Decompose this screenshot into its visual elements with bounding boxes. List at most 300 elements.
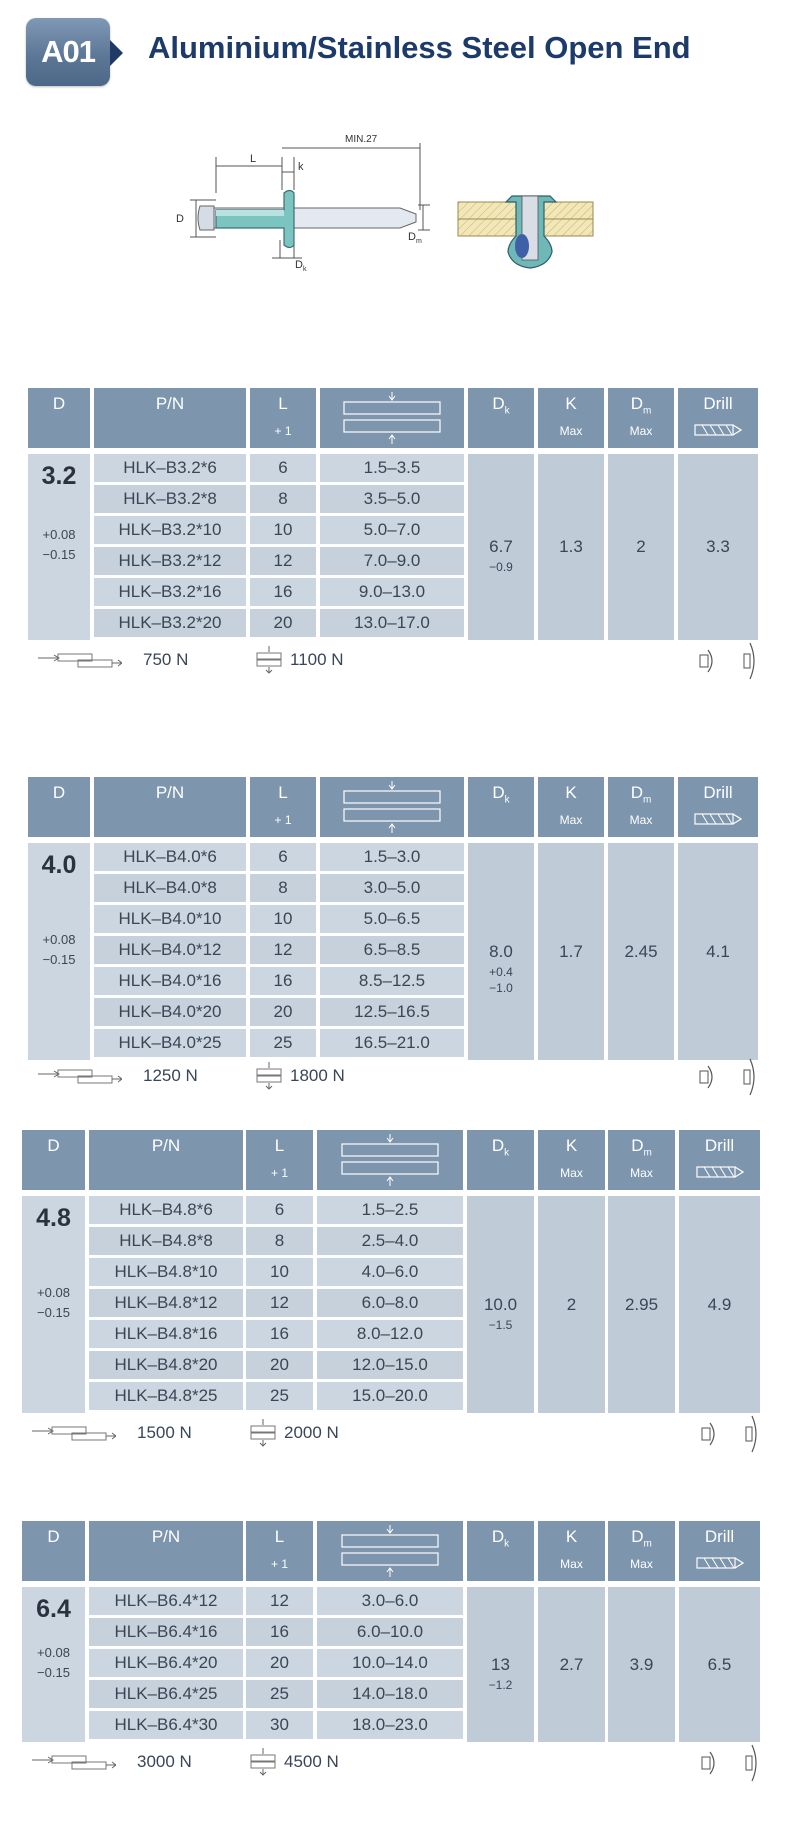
grip-range-icon xyxy=(320,777,464,837)
grip-range: 8.0–12.0 xyxy=(356,1324,424,1343)
grip-range-cell xyxy=(317,1680,463,1708)
length-value: 25 xyxy=(273,1033,293,1052)
grip-range-cell xyxy=(317,1649,463,1677)
label-D: D xyxy=(176,213,184,225)
tensile-strength-icon xyxy=(247,1748,279,1781)
header-dm-sub: Max xyxy=(630,1166,653,1180)
diameter-cell xyxy=(22,1196,85,1413)
length-cell xyxy=(246,1289,313,1317)
header-k-sub: Max xyxy=(559,424,583,438)
drill-size-value: 3.3 xyxy=(706,537,730,556)
label-L: L xyxy=(250,153,257,165)
header-dk-text: D xyxy=(492,783,505,802)
grip-range: 1.5–3.0 xyxy=(363,847,421,866)
part-number: HLK–B6.4*20 xyxy=(114,1653,218,1672)
length-value: 10 xyxy=(273,520,293,539)
header-l-sub: + 1 xyxy=(270,1166,288,1180)
header-dk-subscript: k xyxy=(504,794,510,806)
diameter-tol-plus: +0.08 xyxy=(37,1285,70,1300)
diameter-value: 4.0 xyxy=(41,851,77,879)
header-dm-text: D xyxy=(631,1136,644,1155)
header-k-sub: Max xyxy=(560,1557,583,1571)
grip-range: 6.0–8.0 xyxy=(361,1293,419,1312)
grip-range: 14.0–18.0 xyxy=(352,1684,428,1703)
length-value: 20 xyxy=(270,1653,289,1672)
mandrel-diameter-cell xyxy=(608,454,674,640)
drill-size-cell xyxy=(679,1587,760,1742)
grip-range: 1.5–3.5 xyxy=(363,458,421,477)
diameter-tol-minus: −0.15 xyxy=(37,1305,70,1320)
header-k xyxy=(538,1130,605,1190)
header-dm-sub: Max xyxy=(629,813,653,827)
length-value: 20 xyxy=(270,1355,289,1374)
grip-range-cell xyxy=(320,1029,464,1057)
length-cell xyxy=(250,485,316,513)
grip-range-cell xyxy=(317,1196,463,1224)
header-drill xyxy=(678,388,758,448)
rivet-flange-icon xyxy=(744,1415,760,1458)
grip-range: 8.5–12.5 xyxy=(358,971,426,990)
part-number-cell xyxy=(89,1649,243,1677)
part-number-cell xyxy=(89,1680,243,1708)
header-l-label xyxy=(250,394,316,414)
header-grip xyxy=(317,1130,463,1190)
header-k-label xyxy=(538,783,604,803)
header-drill-text: Drill xyxy=(703,783,733,802)
tensile-strength-value: 1100 N xyxy=(290,650,344,669)
grip-range-icon xyxy=(317,1521,463,1581)
length-cell xyxy=(246,1587,313,1615)
length-cell xyxy=(250,454,316,482)
length-value: 12 xyxy=(270,1591,289,1610)
length-value: 30 xyxy=(270,1715,289,1734)
part-number: HLK–B4.0*25 xyxy=(118,1033,222,1052)
length-value: 12 xyxy=(273,940,293,959)
header-dm-text: D xyxy=(630,783,643,802)
mandrel-diameter-cell xyxy=(608,1587,675,1742)
grip-range-cell xyxy=(320,874,464,902)
shear-strength-value: 1250 N xyxy=(143,1066,198,1085)
length-cell xyxy=(246,1227,313,1255)
rivet-head-icon xyxy=(698,648,718,679)
rivet-flange-icon xyxy=(742,642,758,685)
head-diameter-value: 13 xyxy=(491,1655,510,1674)
diameter-cell xyxy=(28,843,90,1060)
header-dk xyxy=(467,1521,534,1581)
header-dm-subscript: m xyxy=(643,1147,652,1159)
drill-icon xyxy=(678,424,758,439)
grip-range-cell xyxy=(317,1351,463,1379)
grip-range: 9.0–13.0 xyxy=(358,582,426,601)
diameter-value: 4.8 xyxy=(36,1204,71,1232)
shear-strength-value: 1500 N xyxy=(137,1423,192,1442)
diameter-tol-minus: −0.15 xyxy=(37,1665,70,1680)
mandrel-diameter-value: 2.95 xyxy=(624,1295,659,1314)
grip-range: 6.0–10.0 xyxy=(356,1622,424,1641)
part-number: HLK–B4.0*8 xyxy=(123,878,217,897)
length-value: 25 xyxy=(270,1386,289,1405)
grip-range: 5.0–6.5 xyxy=(363,909,421,928)
drill-icon xyxy=(678,813,758,828)
length-value: 20 xyxy=(273,1002,293,1021)
rivet-head-icon xyxy=(700,1750,720,1781)
header-l-sub: + 1 xyxy=(274,813,292,827)
header-pn-text: P/N xyxy=(151,1136,181,1155)
header-pn-text: P/N xyxy=(151,1527,181,1546)
length-value: 8 xyxy=(278,878,288,897)
header-l xyxy=(250,777,316,837)
length-value: 25 xyxy=(270,1684,289,1703)
header-d xyxy=(28,777,90,837)
length-value: 6 xyxy=(274,1200,285,1219)
shear-strength-value: 3000 N xyxy=(137,1752,192,1771)
grip-range: 5.0–7.0 xyxy=(363,520,421,539)
mandrel-diameter-value: 3.9 xyxy=(629,1655,654,1674)
series-code: A01 xyxy=(41,34,95,69)
label-k: k xyxy=(298,161,304,173)
grip-range: 13.0–17.0 xyxy=(354,613,430,632)
part-number: HLK–B4.8*12 xyxy=(114,1293,218,1312)
rivet-flange-icon xyxy=(742,1058,758,1101)
shear-strength-value: 750 N xyxy=(143,650,189,669)
header-k xyxy=(538,777,604,837)
header-l-text: L xyxy=(274,1136,285,1155)
length-value: 8 xyxy=(274,1231,285,1250)
head-diameter-cell xyxy=(467,1196,534,1413)
header-dk xyxy=(468,388,534,448)
tensile-strength-value: 2000 N xyxy=(284,1423,339,1442)
header-pn-label xyxy=(94,394,246,414)
length-value: 16 xyxy=(273,582,293,601)
header-k-label xyxy=(538,1527,605,1547)
part-number: HLK–B3.2*12 xyxy=(118,551,222,570)
tensile-strength-icon xyxy=(247,1419,279,1452)
diameter-cell xyxy=(22,1587,85,1742)
header-d-label xyxy=(22,1136,85,1156)
grip-range-icon xyxy=(320,388,464,448)
part-number: HLK–B3.2*10 xyxy=(118,520,222,539)
header-l-text: L xyxy=(278,783,288,802)
part-number: HLK–B6.4*16 xyxy=(114,1622,218,1641)
header-dm xyxy=(608,1521,675,1581)
header-dm xyxy=(608,388,674,448)
part-number-cell xyxy=(94,905,246,933)
part-number: HLK–B3.2*20 xyxy=(118,613,222,632)
part-number: HLK–B4.8*10 xyxy=(114,1262,218,1281)
tensile-strength-value: 4500 N xyxy=(284,1752,339,1771)
header-l-sub: + 1 xyxy=(274,424,292,438)
header-d-text: D xyxy=(52,783,66,802)
header-dk-label xyxy=(468,783,534,805)
part-number-cell xyxy=(94,874,246,902)
header-dk xyxy=(468,777,534,837)
header-dm-subscript: m xyxy=(643,1538,652,1550)
head-height-value: 1.3 xyxy=(559,537,583,556)
grip-range: 10.0–14.0 xyxy=(352,1653,428,1672)
header-dm-label xyxy=(608,1136,675,1158)
header-l-sub: + 1 xyxy=(270,1557,288,1571)
grip-range: 6.5–8.5 xyxy=(363,940,421,959)
header-d-label xyxy=(22,1527,85,1547)
header-dm-label xyxy=(608,394,674,416)
header-k-text: K xyxy=(565,1527,578,1546)
head-diameter-value: 10.0 xyxy=(483,1295,518,1314)
mandrel-diameter-value: 2 xyxy=(636,537,646,556)
head-diameter-cell xyxy=(468,843,534,1060)
drill-size-value: 4.1 xyxy=(706,942,730,961)
header-drill-text: Drill xyxy=(704,1136,735,1155)
part-number: HLK–B3.2*16 xyxy=(118,582,222,601)
grip-range-cell xyxy=(320,905,464,933)
grip-range-cell xyxy=(320,485,464,513)
label-Dm: D xyxy=(408,231,416,243)
part-number-cell xyxy=(89,1587,243,1615)
header-drill-text: Drill xyxy=(704,1527,735,1546)
diameter-tol-plus: +0.08 xyxy=(42,932,76,947)
head-diameter-cell xyxy=(468,454,534,640)
length-value: 16 xyxy=(270,1622,289,1641)
diameter-tol-minus: −0.15 xyxy=(42,952,76,967)
part-number: HLK–B4.0*16 xyxy=(118,971,222,990)
grip-range: 12.5–16.5 xyxy=(354,1002,430,1021)
length-value: 12 xyxy=(270,1293,289,1312)
length-cell xyxy=(250,547,316,575)
part-number-cell xyxy=(94,998,246,1026)
diameter-cell xyxy=(28,454,90,640)
header-pn xyxy=(94,777,246,837)
part-number-cell xyxy=(89,1711,243,1739)
grip-range-cell xyxy=(320,998,464,1026)
header-d-text: D xyxy=(52,394,66,413)
head-height-cell xyxy=(538,843,604,1060)
header-dm-subscript: m xyxy=(642,405,652,417)
shear-strength-icon xyxy=(38,1068,122,1089)
part-number-cell xyxy=(89,1618,243,1646)
length-cell xyxy=(246,1382,313,1410)
mandrel-diameter-cell xyxy=(608,1196,675,1413)
grip-range-cell xyxy=(320,547,464,575)
part-number: HLK–B4.8*6 xyxy=(119,1200,213,1219)
header-d xyxy=(28,388,90,448)
header-pn-text: P/N xyxy=(155,394,185,413)
part-number: HLK–B4.0*10 xyxy=(118,909,222,928)
header-k-text: K xyxy=(565,394,577,413)
grip-range-cell xyxy=(317,1587,463,1615)
grip-range-cell xyxy=(317,1618,463,1646)
header-d xyxy=(22,1130,85,1190)
length-value: 10 xyxy=(270,1262,289,1281)
label-Dk: D xyxy=(295,259,303,271)
rivet-head-icon xyxy=(700,1421,720,1452)
diameter-tol-plus: +0.08 xyxy=(42,527,76,542)
mandrel-diameter-cell xyxy=(608,843,674,1060)
grip-range: 3.0–6.0 xyxy=(361,1591,419,1610)
grip-range-cell xyxy=(320,516,464,544)
header-k-label xyxy=(538,1136,605,1156)
part-number: HLK–B4.0*12 xyxy=(118,940,222,959)
header-grip xyxy=(317,1521,463,1581)
part-number: HLK–B6.4*25 xyxy=(114,1684,218,1703)
part-number: HLK–B4.0*20 xyxy=(118,1002,222,1021)
length-cell xyxy=(250,874,316,902)
part-number-cell xyxy=(89,1258,243,1286)
grip-range-cell xyxy=(317,1258,463,1286)
grip-range-cell xyxy=(317,1227,463,1255)
part-number-cell xyxy=(89,1351,243,1379)
label-Dm-sub: m xyxy=(416,238,422,245)
drill-icon xyxy=(679,1557,760,1572)
part-number-cell xyxy=(94,454,246,482)
rivet-flange-icon xyxy=(744,1744,760,1787)
header-dm-text: D xyxy=(631,1527,644,1546)
header-pn xyxy=(89,1130,243,1190)
part-number-cell xyxy=(89,1289,243,1317)
length-value: 8 xyxy=(278,489,288,508)
head-height-cell xyxy=(538,454,604,640)
label-min: MIN.27 xyxy=(345,134,378,145)
header-pn-label xyxy=(89,1136,243,1156)
header-k xyxy=(538,1521,605,1581)
header-drill-label xyxy=(678,394,758,414)
header-pn-label xyxy=(89,1527,243,1547)
part-number: HLK–B4.0*6 xyxy=(123,847,217,866)
length-value: 6 xyxy=(278,458,288,477)
length-cell xyxy=(246,1649,313,1677)
head-diameter-value: 6.7 xyxy=(489,537,513,556)
header-dm xyxy=(608,1130,675,1190)
length-value: 6 xyxy=(278,847,288,866)
header-dk-text: D xyxy=(491,1527,505,1546)
header-dm-label xyxy=(608,1527,675,1549)
header-dm-subscript: m xyxy=(642,794,652,806)
header-grip xyxy=(320,388,464,448)
part-number-cell xyxy=(94,547,246,575)
length-cell xyxy=(246,1320,313,1348)
head-height-cell xyxy=(538,1196,605,1413)
header-d xyxy=(22,1521,85,1581)
label-Dk-sub: k xyxy=(303,266,307,273)
grip-range: 1.5–2.5 xyxy=(361,1200,419,1219)
tensile-strength-value: 1800 N xyxy=(290,1066,345,1085)
length-cell xyxy=(246,1711,313,1739)
part-number-cell xyxy=(94,485,246,513)
header-dk-subscript: k xyxy=(504,1538,510,1550)
grip-range: 12.0–15.0 xyxy=(352,1355,428,1374)
length-cell xyxy=(250,609,316,637)
grip-range-cell xyxy=(317,1382,463,1410)
header-l-label xyxy=(250,783,316,803)
shear-strength-icon xyxy=(38,652,122,673)
head-diameter-cell xyxy=(467,1587,534,1742)
part-number-cell xyxy=(94,609,246,637)
drill-size-cell xyxy=(678,843,758,1060)
header-pn xyxy=(89,1521,243,1581)
diameter-tol-minus: −0.15 xyxy=(42,547,76,562)
grip-range: 3.5–5.0 xyxy=(363,489,421,508)
part-number-cell xyxy=(89,1196,243,1224)
part-number-cell xyxy=(89,1382,243,1410)
grip-range-icon xyxy=(317,1130,463,1190)
header-k-sub: Max xyxy=(559,813,583,827)
length-cell xyxy=(250,998,316,1026)
header-k xyxy=(538,388,604,448)
grip-range: 18.0–23.0 xyxy=(352,1715,428,1734)
length-value: 20 xyxy=(273,613,293,632)
head-diameter-tol-minus: −0.9 xyxy=(489,560,513,574)
drill-size-value: 6.5 xyxy=(707,1655,732,1674)
diameter-value: 6.4 xyxy=(36,1595,71,1623)
header-l-label xyxy=(246,1136,313,1156)
header-k-text: K xyxy=(565,1136,578,1155)
header-dk-text: D xyxy=(492,394,505,413)
drill-size-cell xyxy=(678,454,758,640)
head-diameter-tol-minus: −1.5 xyxy=(488,1318,513,1332)
part-number: HLK–B4.8*16 xyxy=(114,1324,218,1343)
shear-strength-icon xyxy=(32,1425,116,1446)
part-number: HLK–B4.8*8 xyxy=(119,1231,213,1250)
header-pn-label xyxy=(94,783,246,803)
length-cell xyxy=(250,578,316,606)
shear-strength-icon xyxy=(32,1754,116,1775)
diameter-tol-plus: +0.08 xyxy=(37,1645,70,1660)
tensile-strength-icon xyxy=(253,1062,285,1095)
head-height-cell xyxy=(538,1587,605,1742)
header-d-label xyxy=(28,783,90,803)
header-l-text: L xyxy=(274,1527,285,1546)
header-d-label xyxy=(28,394,90,414)
header-drill xyxy=(679,1521,760,1581)
header-dk-subscript: k xyxy=(504,1147,510,1159)
head-height-value: 2 xyxy=(566,1295,577,1314)
header-k-text: K xyxy=(565,783,577,802)
grip-range-cell xyxy=(320,454,464,482)
head-diameter-tol-minus: −1.2 xyxy=(488,1678,513,1692)
grip-range-cell xyxy=(320,609,464,637)
grip-range-cell xyxy=(317,1711,463,1739)
mandrel-diameter-value: 2.45 xyxy=(624,942,658,961)
header-k-sub: Max xyxy=(560,1166,583,1180)
part-number: HLK–B4.8*20 xyxy=(114,1355,218,1374)
header-d-text: D xyxy=(47,1527,60,1546)
length-cell xyxy=(250,936,316,964)
page-title: Aluminium/Stainless Steel Open End xyxy=(148,30,691,65)
header-dk-label xyxy=(467,1527,534,1549)
length-cell xyxy=(250,843,316,871)
header-dm-label xyxy=(608,783,674,805)
header-dk-label xyxy=(467,1136,534,1158)
head-diameter-tol-minus: −1.0 xyxy=(489,981,513,995)
part-number-cell xyxy=(94,516,246,544)
part-number-cell xyxy=(94,1029,246,1057)
length-value: 16 xyxy=(270,1324,289,1343)
drill-size-value: 4.9 xyxy=(707,1295,732,1314)
header-l xyxy=(246,1130,313,1190)
part-number-cell xyxy=(89,1320,243,1348)
length-cell xyxy=(246,1196,313,1224)
grip-range-cell xyxy=(317,1289,463,1317)
part-number-cell xyxy=(89,1227,243,1255)
header-drill-label xyxy=(678,783,758,803)
length-cell xyxy=(250,967,316,995)
header-dk xyxy=(467,1130,534,1190)
length-cell xyxy=(246,1618,313,1646)
length-cell xyxy=(246,1351,313,1379)
grip-range: 4.0–6.0 xyxy=(361,1262,419,1281)
header-drill xyxy=(678,777,758,837)
part-number-cell xyxy=(94,936,246,964)
grip-range-cell xyxy=(320,578,464,606)
part-number: HLK–B3.2*8 xyxy=(123,489,217,508)
